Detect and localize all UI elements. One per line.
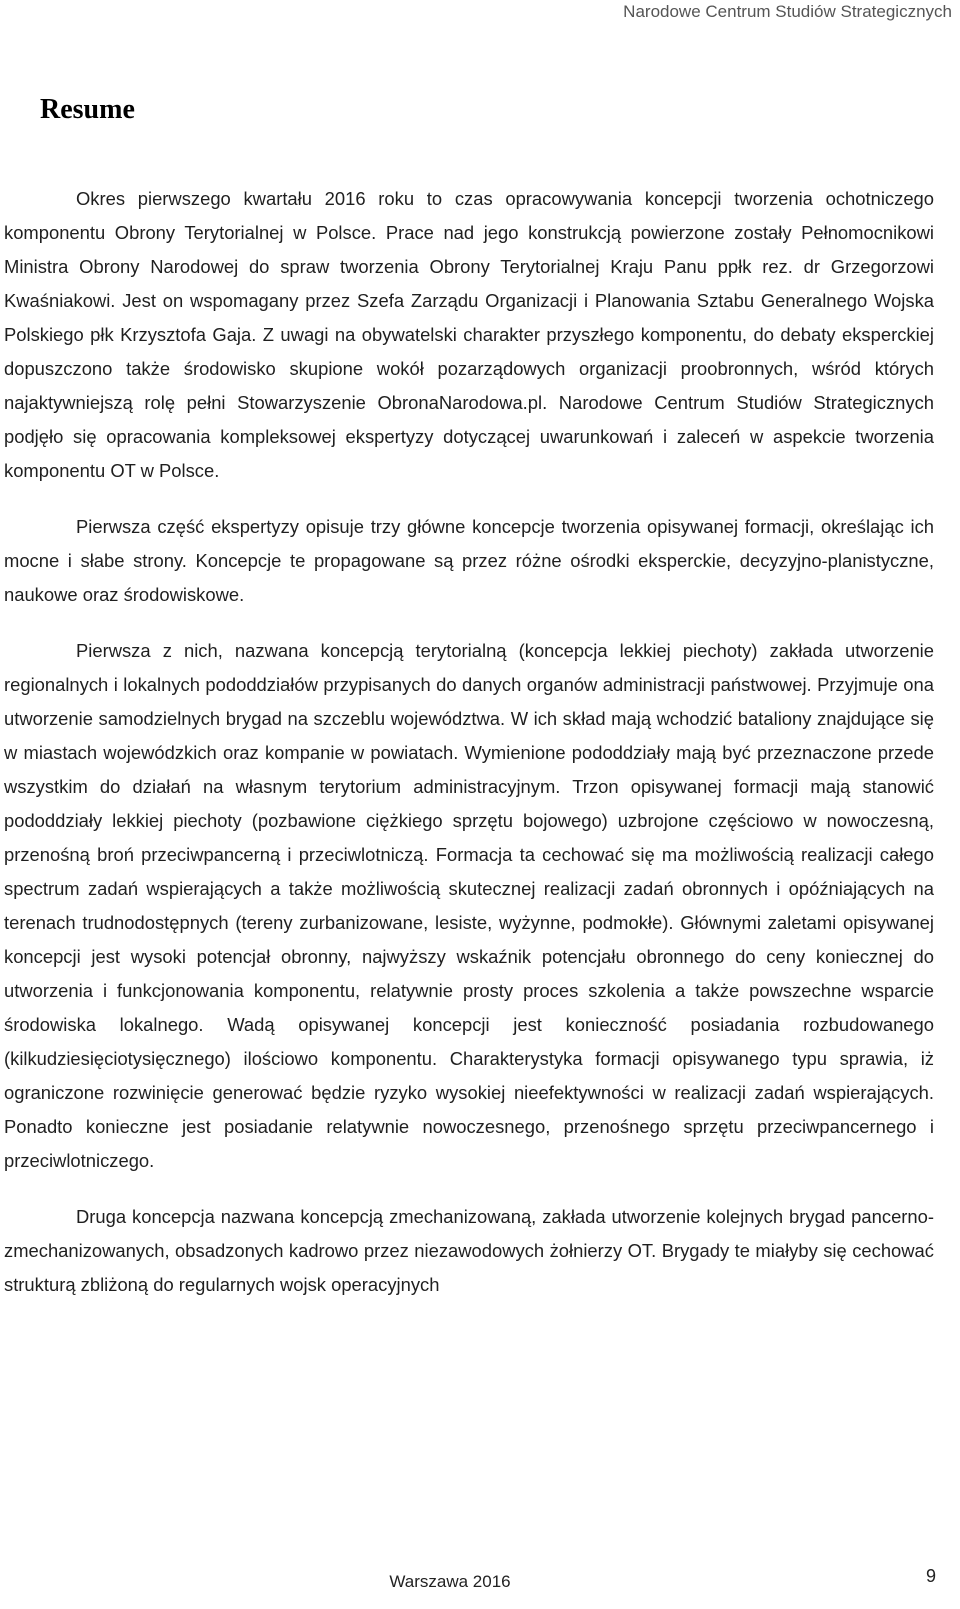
running-header-title: Narodowe Centrum Studiów Strategicznych bbox=[623, 2, 952, 21]
running-header bbox=[0, 0, 960, 24]
footer-place-year: Warszawa 2016 bbox=[389, 1572, 511, 1591]
body-text bbox=[4, 182, 934, 1324]
paragraph-mechanized-concept: Druga koncepcja nazwana koncepcją zmechanizowaną, zakłada utworzenie kolejnych brygad pancerno-zmechanizowanych, obsadzonych kadrowo przez niezawodowych żołnierzy OT. Brygady te miałyby się cechować strukturą zbliżoną do regularnych wojsk operacyjnych bbox=[4, 1206, 934, 1295]
section-title: Resume bbox=[40, 94, 135, 125]
paragraph-territorial-concept: Pierwsza z nich, nazwana koncepcją terytorialną (koncepcja lekkiej piechoty) zakłada utworzenie regionalnych i lokalnych pododdziałów przypisanych do danych organów administracji państwowej. Przyjmuje ona utworzenie samodzielnych brygad na szczeblu województwa. W ich skład mają wchodzić bataliony znajdujące się w miastach wojewódzkich oraz kompanie w powiatach. Wymienione pododdziały mają być przeznaczone przede wszystkim do działań na własnym terytorium administracyjnym. Trzon opisywanej formacji mają stanowić pododdziały lekkiej piechoty (pozbawione ciężkiego sprzętu bojowego) uzbrojone częściowo w nowoczesną, przenośną broń przeciwpancerną i przeciwlotniczą. Formacja ta cechować się ma możliwością realizacji całego spectrum zadań wspierających a także możliwością skutecznej realizacji zadań obronnych i opóźniających na terenach trudnodostępnych (tereny zurbanizowane, lesiste, wyżynne, podmokłe). Głównymi zaletami opisywanej koncepcji jest wysoki potencjał obronny, najwyższy wskaźnik potencjału obronnego do ceny koniecznej do utworzenia i funkcjonowania komponentu, relatywnie prosty proces szkolenia a także powszechne wsparcie środowiska lokalnego. Wadą opisywanej koncepcji jest konieczność posiadania rozbudowanego (kilkudziesięciotysięcznego) ilościowo komponentu. Charakterystyka formacji opisywanego typu sprawia, iż ograniczone rozwinięcie generować będzie ryzyko wysokiej nieefektywności w realizacji zadań wspierających. Ponadto konieczne jest posiadanie relatywnie nowoczesnego, przenośnego sprzętu przeciwpancernego i przeciwlotniczego. bbox=[4, 640, 934, 1171]
paragraph-intro: Okres pierwszego kwartału 2016 roku to czas opracowywania koncepcji tworzenia ochotniczego komponentu Obrony Terytorialnej w Polsce. Prace nad jego konstrukcją powierzone zostały Pełnomocnikowi Ministra Obrony Narodowej do spraw tworzenia Obrony Terytorialnej Kraju Panu ppłk rez. dr Grzegorzowi Kwaśniakowi. Jest on wspomagany przez Szefa Zarządu Organizacji i Planowania Sztabu Generalnego Wojska Polskiego płk Krzysztofa Gaja. Z uwagi na obywatelski charakter przyszłego komponentu, do debaty eksperckiej dopuszczono także środowisko skupione wokół pozarządowych organizacji proobronnych, wśród których najaktywniejszą rolę pełni Stowarzyszenie ObronaNarodowa.pl. Narodowe Centrum Studiów Strategicznych podjęło się opracowania kompleksowej ekspertyzy dotyczącej uwarunkowań i zaleceń w aspekcie tworzenia komponentu OT w Polsce. bbox=[4, 188, 934, 481]
page-number: 9 bbox=[925, 1566, 936, 1586]
paragraph-concepts-overview: Pierwsza część ekspertyzy opisuje trzy główne koncepcje tworzenia opisywanej formacji, określając ich mocne i słabe strony. Koncepcje te propagowane są przez różne ośrodki eksperckie, decyzyjno-planistyczne, naukowe oraz środowiskowe. bbox=[4, 516, 934, 605]
